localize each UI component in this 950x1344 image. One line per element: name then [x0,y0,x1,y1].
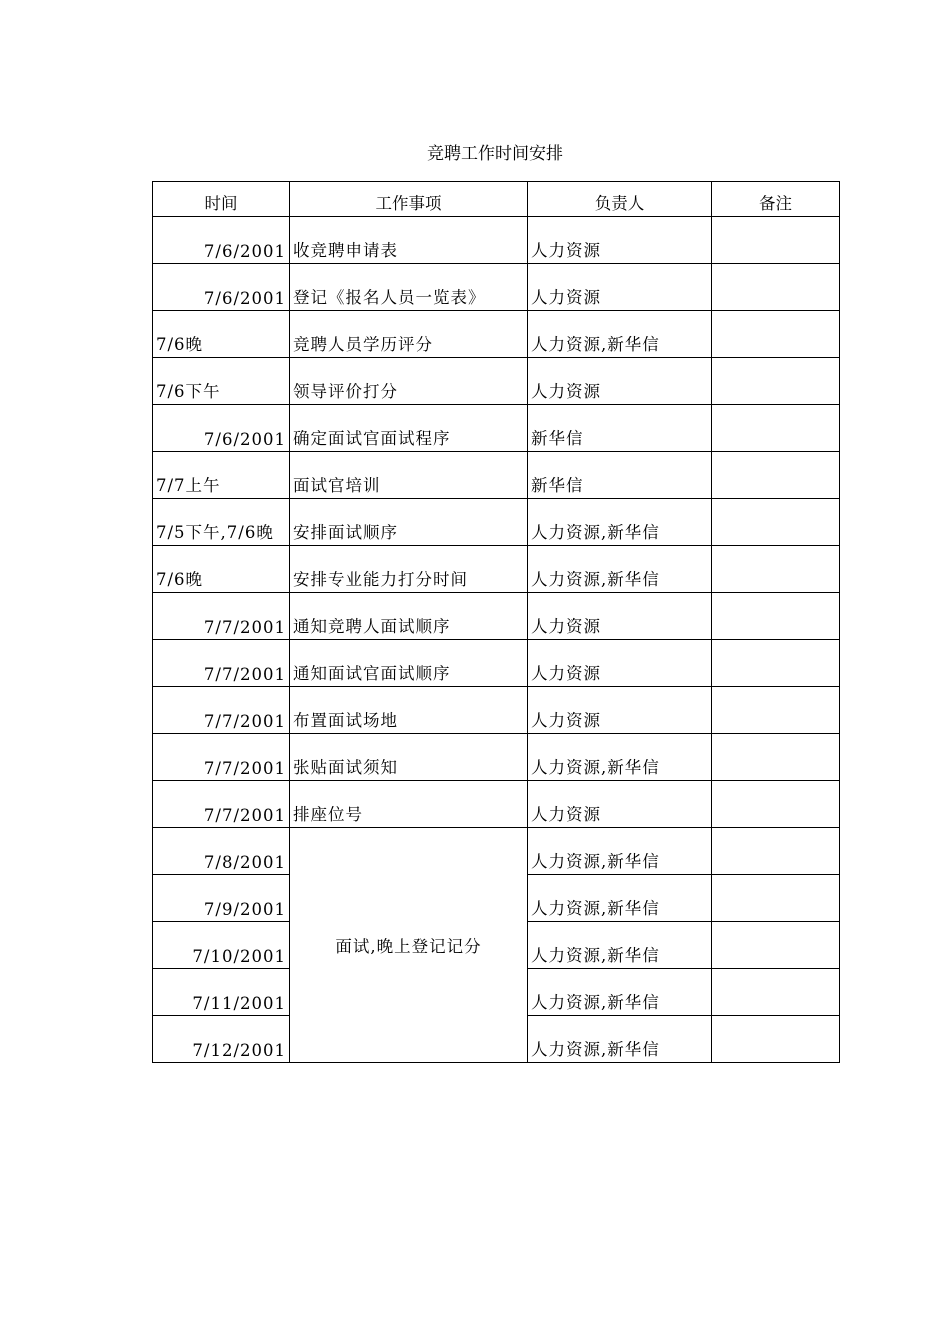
owner-cell: 人力资源,新华信 [528,311,712,358]
owner-cell: 人力资源 [528,640,712,687]
owner-cell: 人力资源 [528,593,712,640]
time-cell: 7/7/2001 [153,781,290,828]
time-cell: 7/11/2001 [153,969,290,1016]
task-cell: 张贴面试须知 [290,734,528,781]
time-cell: 7/8/2001 [153,828,290,875]
task-cell: 竞聘人员学历评分 [290,311,528,358]
time-cell: 7/6/2001 [153,217,290,264]
note-cell [712,311,840,358]
time-cell: 7/12/2001 [153,1016,290,1063]
owner-cell: 人力资源,新华信 [528,828,712,875]
task-cell: 确定面试官面试程序 [290,405,528,452]
note-cell [712,264,840,311]
task-cell: 安排面试顺序 [290,499,528,546]
owner-cell: 人力资源,新华信 [528,734,712,781]
note-cell [712,828,840,875]
owner-cell: 人力资源,新华信 [528,875,712,922]
task-cell: 排座位号 [290,781,528,828]
task-cell: 通知竞聘人面试顺序 [290,593,528,640]
owner-cell: 新华信 [528,405,712,452]
owner-cell: 人力资源,新华信 [528,969,712,1016]
table-row [153,499,840,546]
owner-cell: 人力资源,新华信 [528,1016,712,1063]
task-cell: 登记《报名人员一览表》 [290,264,528,311]
note-cell [712,405,840,452]
table-row [153,264,840,311]
time-cell: 7/7/2001 [153,640,290,687]
table-row [153,217,840,264]
table-row [153,593,840,640]
note-cell [712,781,840,828]
time-cell: 7/7/2001 [153,687,290,734]
time-cell: 7/7/2001 [153,593,290,640]
time-cell: 7/9/2001 [153,875,290,922]
time-cell: 7/6/2001 [153,405,290,452]
header-owner: 负责人 [528,182,712,217]
owner-cell: 人力资源,新华信 [528,499,712,546]
schedule-table [152,181,840,1063]
note-cell [712,217,840,264]
table-row [153,640,840,687]
owner-cell: 人力资源 [528,217,712,264]
owner-cell: 新华信 [528,452,712,499]
note-cell [712,358,840,405]
note-cell [712,875,840,922]
header-time: 时间 [153,182,290,217]
note-cell [712,734,840,781]
time-cell: 7/6下午 [153,358,290,405]
note-cell [712,499,840,546]
task-cell: 收竞聘申请表 [290,217,528,264]
note-cell [712,452,840,499]
table-row [153,687,840,734]
time-cell: 7/7/2001 [153,734,290,781]
table-row [153,452,840,499]
task-cell: 面试官培训 [290,452,528,499]
table-header-row [153,182,840,217]
owner-cell: 人力资源,新华信 [528,922,712,969]
table-row [153,781,840,828]
note-cell [712,969,840,1016]
owner-cell: 人力资源 [528,687,712,734]
note-cell [712,593,840,640]
owner-cell: 人力资源 [528,781,712,828]
note-cell [712,640,840,687]
note-cell [712,687,840,734]
time-cell: 7/7上午 [153,452,290,499]
note-cell [712,546,840,593]
task-cell: 安排专业能力打分时间 [290,546,528,593]
note-cell [712,1016,840,1063]
task-cell: 通知面试官面试顺序 [290,640,528,687]
time-cell: 7/5下午,7/6晚 [153,499,290,546]
owner-cell: 人力资源,新华信 [528,546,712,593]
table-row [153,828,840,875]
owner-cell: 人力资源 [528,264,712,311]
table-row [153,546,840,593]
header-note: 备注 [712,182,840,217]
task-cell: 布置面试场地 [290,687,528,734]
header-task: 工作事项 [290,182,528,217]
page-title: 竞聘工作时间安排 [427,144,563,164]
task-cell: 领导评价打分 [290,358,528,405]
time-cell: 7/10/2001 [153,922,290,969]
time-cell: 7/6晚 [153,546,290,593]
owner-cell: 人力资源 [528,358,712,405]
time-cell: 7/6晚 [153,311,290,358]
merged-task-cell: 面试,晚上登记记分 [290,828,528,1063]
table-row [153,358,840,405]
table-row [153,311,840,358]
time-cell: 7/6/2001 [153,264,290,311]
note-cell [712,922,840,969]
table-row [153,734,840,781]
table-row [153,405,840,452]
